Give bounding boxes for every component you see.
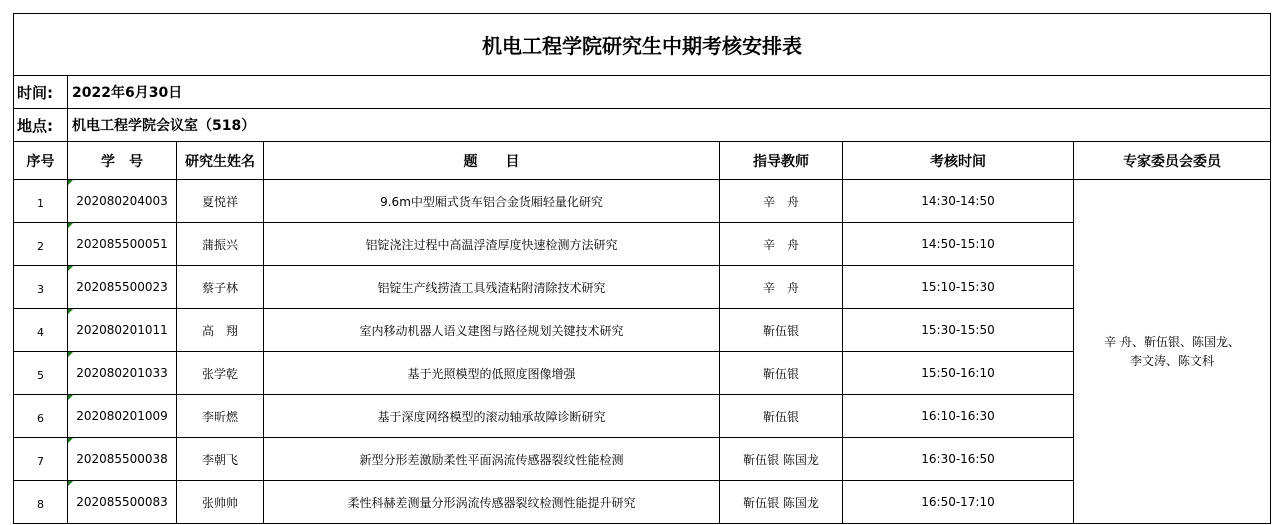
row-exam-time[interactable]: 16:10-16:30 [843, 395, 1074, 438]
location-value[interactable]: 机电工程学院会议室（518） [68, 109, 1271, 142]
row-name[interactable]: 夏悦祥 [177, 180, 264, 223]
row-name[interactable]: 张帅帅 [177, 481, 264, 524]
row-advisor[interactable]: 靳伍银 陈国龙 [720, 481, 843, 524]
header-advisor[interactable]: 指导教师 [720, 142, 843, 180]
time-value[interactable]: 2022年6月30日 [68, 76, 1271, 109]
row-student-id: 202085500023 [76, 280, 168, 294]
schedule-sheet [13, 13, 1271, 524]
row-advisor[interactable]: 辛 舟 [720, 223, 843, 266]
table-row [14, 180, 1271, 223]
cell-marker-icon [68, 438, 73, 443]
time-label[interactable]: 时间: [14, 76, 68, 109]
row-name[interactable]: 蔡子林 [177, 266, 264, 309]
row-topic[interactable]: 柔性科赫差测量分形涡流传感器裂纹检测性能提升研究 [264, 481, 720, 524]
row-student-id-cell[interactable] [68, 438, 177, 481]
sheet-title[interactable]: 机电工程学院研究生中期考核安排表 [14, 14, 1271, 76]
header-row [14, 142, 1271, 180]
row-exam-time[interactable]: 14:50-15:10 [843, 223, 1074, 266]
row-topic[interactable]: 铝锭浇注过程中高温浮渣厚度快速检测方法研究 [264, 223, 720, 266]
row-advisor[interactable]: 靳伍银 [720, 352, 843, 395]
row-student-id: 202085500051 [76, 237, 168, 251]
row-topic[interactable]: 9.6m中型厢式货车铝合金货厢轻量化研究 [264, 180, 720, 223]
row-student-id: 202080201011 [76, 323, 168, 337]
cell-marker-icon [68, 481, 73, 486]
row-name[interactable]: 张学乾 [177, 352, 264, 395]
cell-marker-icon [68, 352, 73, 357]
row-index[interactable]: 4 [14, 309, 68, 352]
header-committee[interactable]: 专家委员会委员 [1074, 142, 1271, 180]
row-student-id-cell[interactable] [68, 309, 177, 352]
row-student-id-cell[interactable] [68, 352, 177, 395]
row-student-id: 202080201033 [76, 366, 168, 380]
row-topic[interactable]: 室内移动机器人语义建图与路径规划关键技术研究 [264, 309, 720, 352]
header-topic[interactable]: 题 目 [264, 142, 720, 180]
row-index[interactable]: 2 [14, 223, 68, 266]
row-student-id-cell[interactable] [68, 266, 177, 309]
row-exam-time[interactable]: 16:50-17:10 [843, 481, 1074, 524]
row-exam-time[interactable]: 15:30-15:50 [843, 309, 1074, 352]
row-student-id-cell[interactable] [68, 223, 177, 266]
location-label[interactable]: 地点: [14, 109, 68, 142]
row-exam-time[interactable]: 15:10-15:30 [843, 266, 1074, 309]
row-advisor[interactable]: 靳伍银 陈国龙 [720, 438, 843, 481]
cell-marker-icon [68, 180, 73, 185]
row-exam-time[interactable]: 14:30-14:50 [843, 180, 1074, 223]
row-advisor[interactable]: 靳伍银 [720, 395, 843, 438]
row-topic[interactable]: 基于光照模型的低照度图像增强 [264, 352, 720, 395]
row-name[interactable]: 高 翔 [177, 309, 264, 352]
row-index[interactable]: 8 [14, 481, 68, 524]
row-topic[interactable]: 铝锭生产线捞渣工具残渣粘附清除技术研究 [264, 266, 720, 309]
row-index[interactable]: 7 [14, 438, 68, 481]
row-index[interactable]: 5 [14, 352, 68, 395]
cell-marker-icon [68, 266, 73, 271]
header-name[interactable]: 研究生姓名 [177, 142, 264, 180]
row-advisor[interactable]: 辛 舟 [720, 266, 843, 309]
row-student-id-cell[interactable] [68, 180, 177, 223]
row-index[interactable]: 6 [14, 395, 68, 438]
row-advisor[interactable]: 辛 舟 [720, 180, 843, 223]
row-student-id: 202085500038 [76, 452, 168, 466]
header-index[interactable]: 序号 [14, 142, 68, 180]
row-name[interactable]: 蒲振兴 [177, 223, 264, 266]
committee-line-2: 李文涛、陈文科 [1130, 353, 1215, 368]
committee-line-1: 辛 舟、靳伍银、陈国龙、 [1104, 334, 1240, 349]
row-name[interactable]: 李昕燃 [177, 395, 264, 438]
cell-marker-icon [68, 395, 73, 400]
row-exam-time[interactable]: 15:50-16:10 [843, 352, 1074, 395]
cell-marker-icon [68, 223, 73, 228]
row-student-id: 202085500083 [76, 495, 168, 509]
header-exam-time[interactable]: 考核时间 [843, 142, 1074, 180]
row-student-id-cell[interactable] [68, 395, 177, 438]
committee-members[interactable] [1074, 180, 1271, 524]
row-topic[interactable]: 新型分形差激励柔性平面涡流传感器裂纹性能检测 [264, 438, 720, 481]
row-student-id: 202080201009 [76, 409, 168, 423]
row-exam-time[interactable]: 16:30-16:50 [843, 438, 1074, 481]
row-advisor[interactable]: 靳伍银 [720, 309, 843, 352]
row-index[interactable]: 3 [14, 266, 68, 309]
header-student-id[interactable]: 学 号 [68, 142, 177, 180]
row-topic[interactable]: 基于深度网络模型的滚动轴承故障诊断研究 [264, 395, 720, 438]
cell-marker-icon [68, 309, 73, 314]
row-name[interactable]: 李朝飞 [177, 438, 264, 481]
row-index[interactable]: 1 [14, 180, 68, 223]
row-student-id: 202080204003 [76, 194, 168, 208]
row-student-id-cell[interactable] [68, 481, 177, 524]
